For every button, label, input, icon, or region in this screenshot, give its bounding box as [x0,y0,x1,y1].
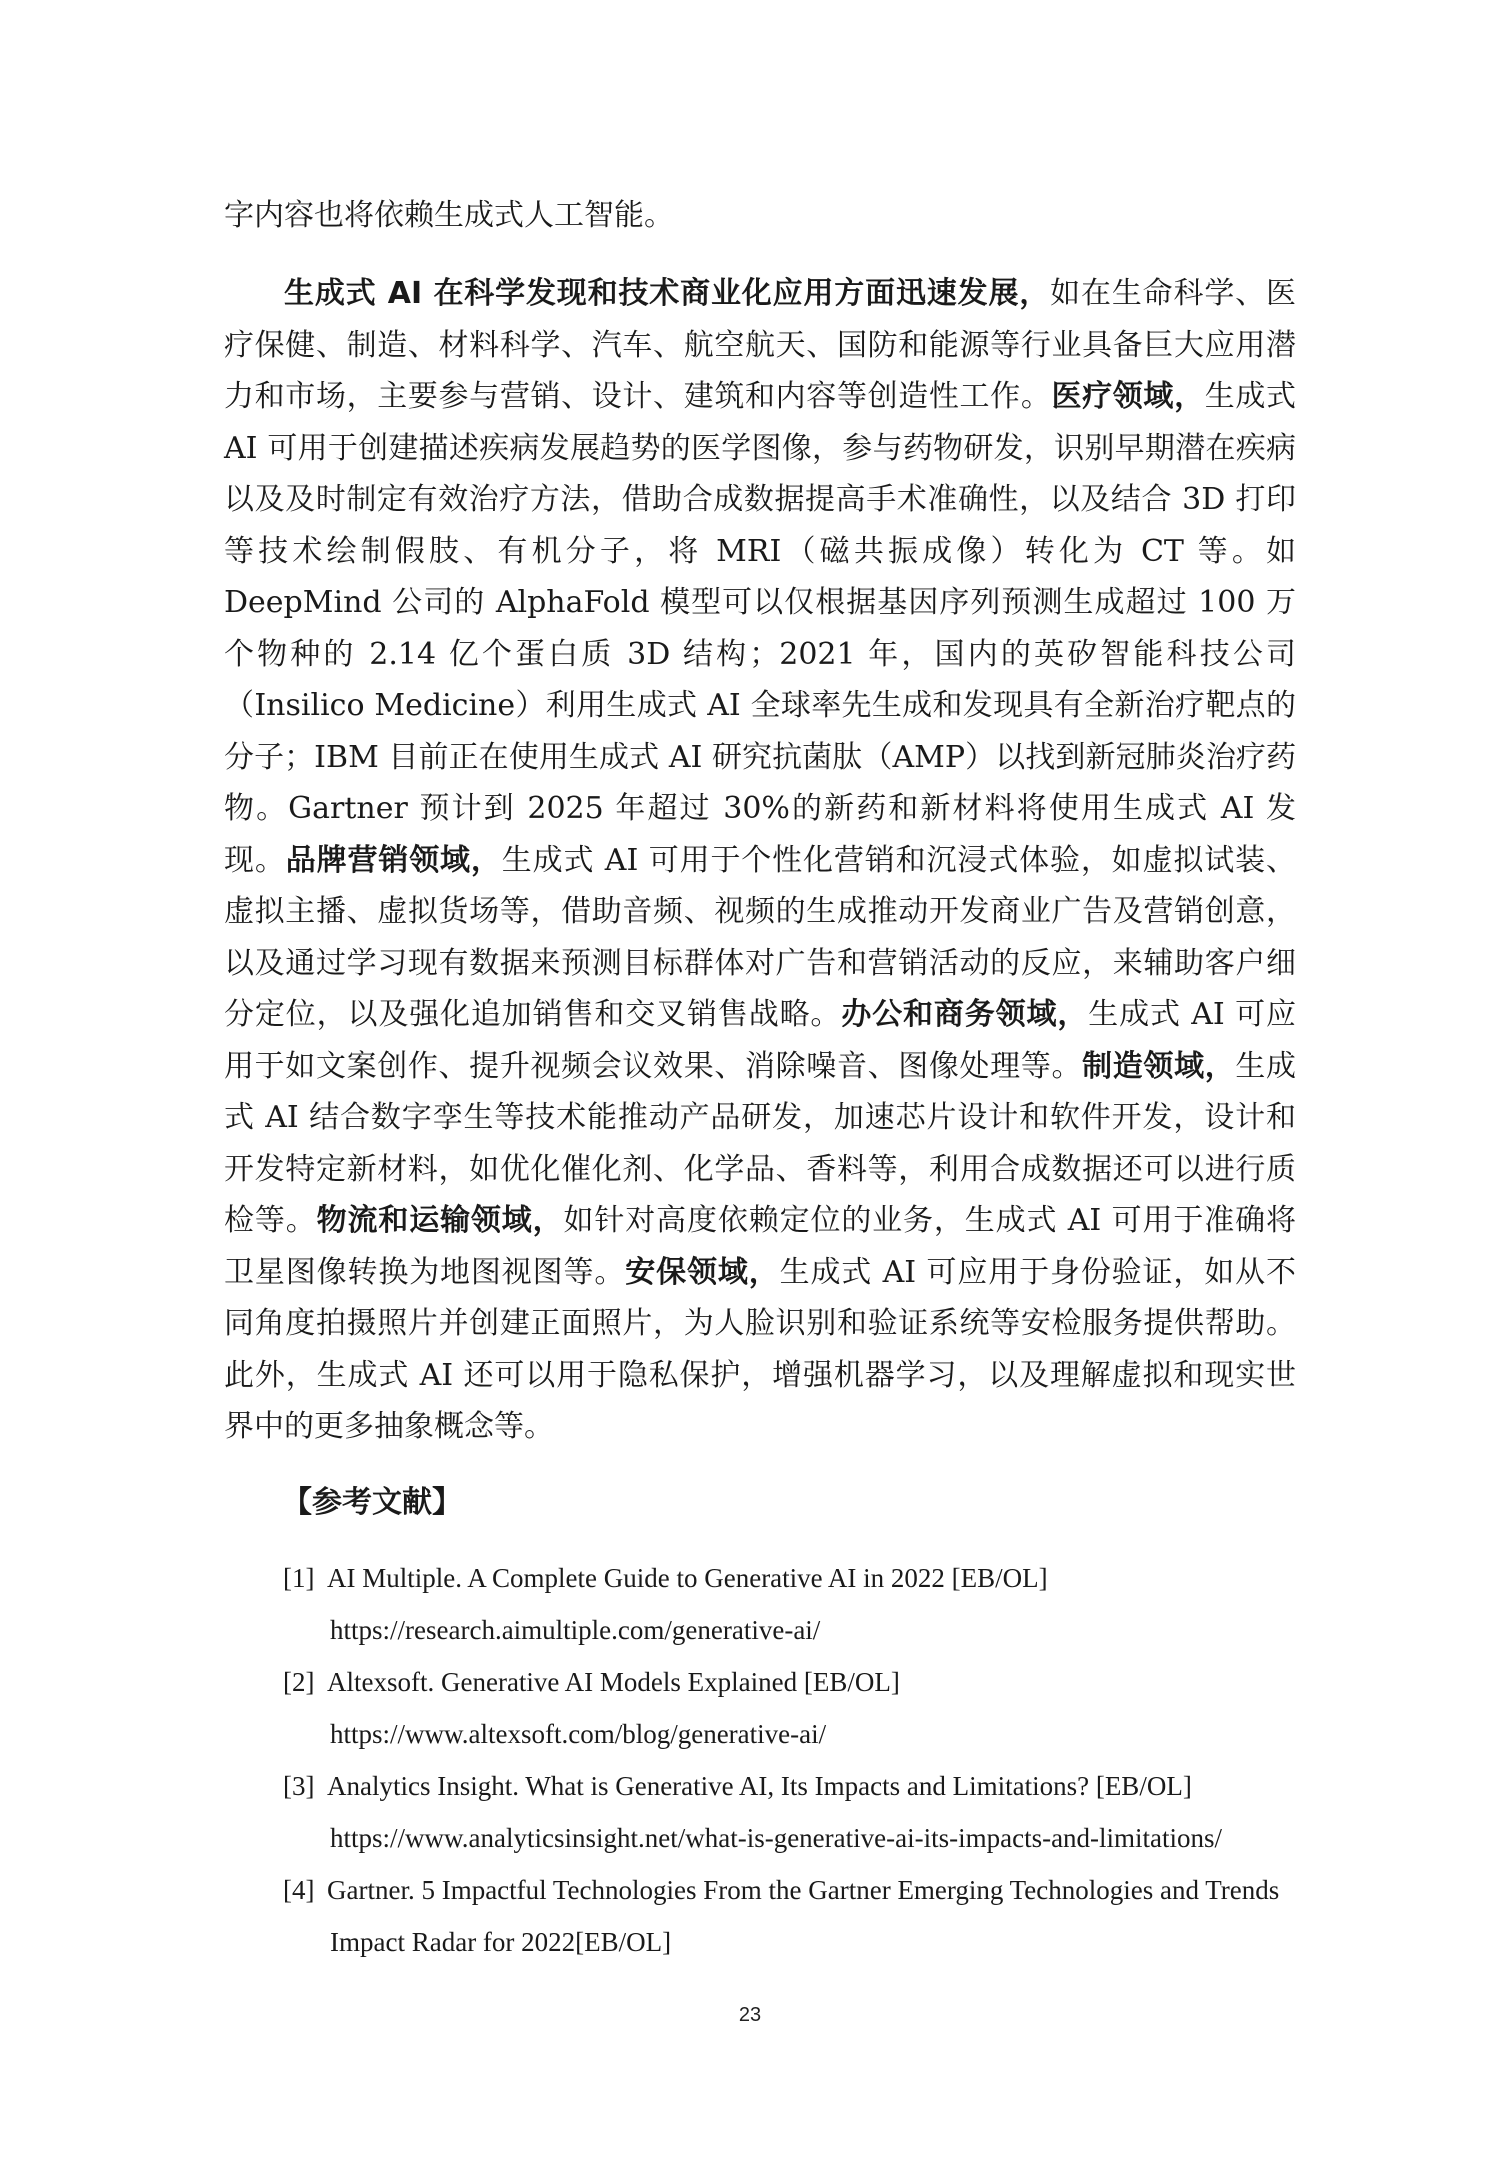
reference-number: [1] [283,1563,315,1593]
reference-item [283,1864,1303,1968]
reference-item [283,1760,1303,1864]
bold-run: 制造领域， [1082,1048,1236,1084]
bold-run: 品牌营销领域， [285,842,502,878]
text-run: 生成式 AI 可用于个性化营销和沉浸式体验，如虚拟试装、虚拟主播、虚拟货场等，借助音频、视频的生成推动开发商业广告及营销创意，以及通过学习现有数据来预测目标群体对广告和营销活动的反应，来辅助客户细分定位，以及强化追加销售和交叉销售战略。 [224,842,1297,1032]
paragraph-generative-ai-applications [224,268,1296,1453]
reference-url: https://www.analyticsinsight.net/what-is-generative-ai-its-impacts-and-limitations/ [330,1823,1223,1853]
text-run: 如在生命科学、医疗保健、制造、材料科学、汽车、航空航天、国防和能源等行业具备巨大应用潜力和市场，主要参与营销、设计、建筑和内容等创造性工作。 [224,276,1297,414]
reference-continuation: Impact Radar for 2022[EB/OL] [330,1927,672,1957]
text-run: 生成式 AI 可应用于身份验证，如从不同角度拍摄照片并创建正面照片，为人脸识别和验证系统等安检服务提供帮助。此外，生成式 AI 还可以用于隐私保护，增强机器学习，以及理解虚拟和现实世界中的更多抽象概念等。 [224,1254,1297,1444]
reference-text: AI Multiple. A Complete Guide to Generative AI in 2022 [EB/OL] [327,1563,1048,1593]
bold-run: 安保领域， [625,1254,780,1290]
reference-item [283,1656,1303,1760]
reference-text: Analytics Insight. What is Generative AI, Its Impacts and Limitations? [EB/OL] [327,1771,1192,1801]
reference-number: [2] [283,1667,315,1697]
bold-run: 生成式 AI 在科学发现和技术商业化应用方面迅速发展， [284,276,1051,311]
reference-item [283,1552,1303,1656]
reference-number: [3] [283,1771,315,1801]
references-heading: 【参考文献】 [282,1485,462,1520]
bold-run: 医疗领域， [1051,379,1205,414]
reference-url: https://www.altexsoft.com/blog/generative-ai/ [330,1719,827,1749]
bold-run: 办公和商务领域， [841,997,1089,1032]
bold-run: 物流和运输领域， [316,1203,564,1238]
references-list [283,1552,1303,1968]
text-run: 生成式 AI 可应用于如文案创作、提升视频会议效果、消除噪音、图像处理等。 [224,997,1297,1084]
text-run: 如针对高度依赖定位的业务，生成式 AI 可用于准确将卫星图像转换为地图视图等。 [224,1203,1297,1290]
text-run: 生成式 AI 结合数字孪生等技术能推动产品研发，加速芯片设计和软件开发，设计和开发特定新材料，如优化催化剂、化学品、香料等，利用合成数据还可以进行质检等。 [224,1048,1297,1238]
page-number: 23 [738,2004,762,2026]
reference-url: https://research.aimultiple.com/generative-ai/ [330,1615,821,1645]
text-run: 生成式 AI 可用于创建描述疾病发展趋势的医学图像，参与药物研发，识别早期潜在疾病以及及时制定有效治疗方法，借助合成数据提高手术准确性，以及结合 3D 打印等技术绘制假肢、有机分子，将 MRI（磁共振成像）转化为 CT 等。如 DeepMind 公司的 AlphaFold 模型可以仅根据基因序列预测生成超过 100 万个物种的 2.14 亿个蛋白质 3D 结构；2021 年，国内的英矽智能科技公司（Insilico Medicine）利用生成式 AI 全球率先生成和发现具有全新治疗靶点的分子；IBM 目前正在使用生成式 AI 研究抗菌肽（AMP）以找到新冠肺炎治疗药物。Gartner 预计到 2025 年超过 30%的新药和新材料将使用生成式 AI 发现。 [224,379,1297,878]
reference-text: Gartner. 5 Impactful Technologies From the Gartner Emerging Technologies and Trends [327,1875,1280,1905]
reference-number: [4] [283,1875,315,1905]
reference-text: Altexsoft. Generative AI Models Explained [EB/OL] [327,1667,900,1697]
paragraph-continuation: 字内容也将依赖生成式人工智能。 [224,198,674,233]
